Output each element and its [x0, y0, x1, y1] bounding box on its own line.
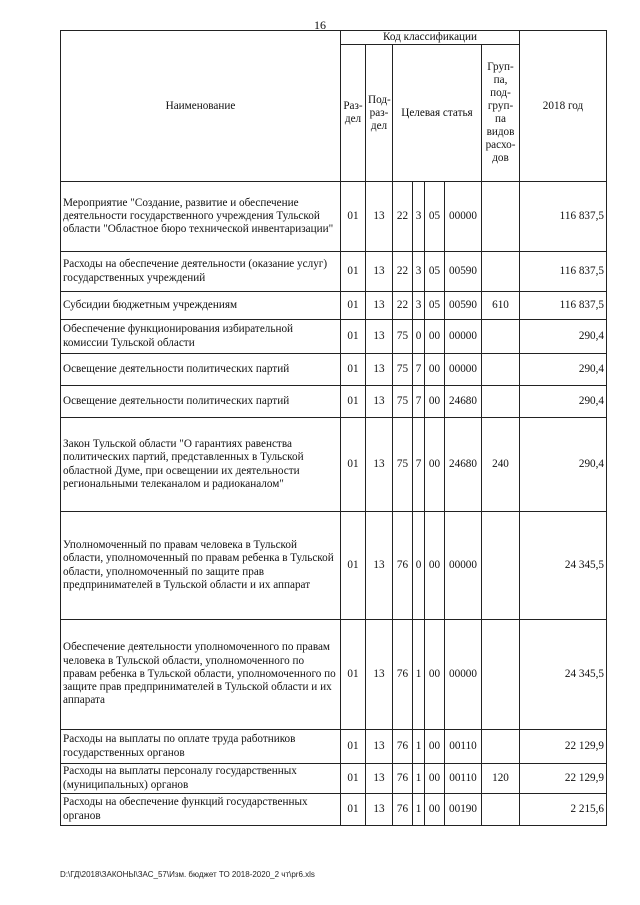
row-target-program: 75 [393, 418, 413, 512]
row-amount: 116 837,5 [520, 292, 607, 320]
row-name: Закон Тульской области "О гарантиях равенства политических партий, представленных в Тульской областной Думе, при освещении их деятельности региональными телеканалом и радиоканалом" [61, 418, 341, 512]
table-row [61, 512, 607, 620]
row-expense-type [482, 620, 520, 730]
row-subsection: 13 [366, 764, 393, 794]
row-target-program: 76 [393, 764, 413, 794]
row-section: 01 [341, 794, 366, 826]
table-body [61, 182, 607, 826]
row-target-direction: 24680 [445, 418, 482, 512]
row-target-direction: 00590 [445, 292, 482, 320]
row-target-direction: 00000 [445, 182, 482, 252]
row-target-program: 76 [393, 794, 413, 826]
row-section: 01 [341, 620, 366, 730]
row-amount: 2 215,6 [520, 794, 607, 826]
row-target-program: 76 [393, 512, 413, 620]
row-target-program: 75 [393, 386, 413, 418]
row-section: 01 [341, 354, 366, 386]
row-target-direction: 24680 [445, 386, 482, 418]
row-target-direction: 00000 [445, 512, 482, 620]
header-target-article: Целевая статья [393, 45, 482, 182]
row-target-subprogram: 1 [413, 620, 425, 730]
header-subsection: Под- раз- дел [366, 45, 393, 182]
row-name: Обеспечение деятельности уполномоченного по правам человека в Тульской области, уполномоченного по правам ребенка в Тульской области, уполномоченного по защите прав предпринимателей в Тульской области и их аппарата [61, 620, 341, 730]
row-target-event: 00 [425, 764, 445, 794]
row-subsection: 13 [366, 354, 393, 386]
row-target-event: 00 [425, 620, 445, 730]
row-expense-type [482, 252, 520, 292]
row-subsection: 13 [366, 794, 393, 826]
row-target-subprogram: 7 [413, 418, 425, 512]
row-target-event: 05 [425, 252, 445, 292]
row-target-event: 00 [425, 320, 445, 354]
row-target-subprogram: 0 [413, 320, 425, 354]
header-section: Раз- дел [341, 45, 366, 182]
row-section: 01 [341, 418, 366, 512]
row-subsection: 13 [366, 320, 393, 354]
row-target-direction: 00110 [445, 764, 482, 794]
row-target-event: 00 [425, 794, 445, 826]
row-section: 01 [341, 292, 366, 320]
row-expense-type: 120 [482, 764, 520, 794]
row-target-program: 76 [393, 730, 413, 764]
row-target-subprogram: 3 [413, 292, 425, 320]
footer-file-path: D:\ГД\2018\ЗАКОНЫ\ЗАС_57\Изм. бюджет ТО 2018-2020_2 чт\pr6.xls [60, 870, 315, 879]
table-row [61, 730, 607, 764]
row-target-program: 75 [393, 320, 413, 354]
row-section: 01 [341, 764, 366, 794]
row-target-subprogram: 0 [413, 512, 425, 620]
table-row [61, 182, 607, 252]
row-subsection: 13 [366, 418, 393, 512]
row-amount: 22 129,9 [520, 764, 607, 794]
row-section: 01 [341, 386, 366, 418]
row-expense-type [482, 354, 520, 386]
row-target-event: 05 [425, 292, 445, 320]
row-subsection: 13 [366, 252, 393, 292]
row-name: Расходы на выплаты по оплате труда работников государственных органов [61, 730, 341, 764]
row-target-program: 75 [393, 354, 413, 386]
row-target-subprogram: 7 [413, 354, 425, 386]
row-target-event: 00 [425, 512, 445, 620]
row-target-program: 22 [393, 182, 413, 252]
table-row [61, 794, 607, 826]
table-row [61, 320, 607, 354]
row-amount: 24 345,5 [520, 620, 607, 730]
row-expense-type [482, 386, 520, 418]
row-subsection: 13 [366, 730, 393, 764]
row-target-event: 00 [425, 730, 445, 764]
row-name: Уполномоченный по правам человека в Тульской области, уполномоченный по правам ребенка в Тульской области, уполномоченный по защите прав предпринимателей в Тульской области и их аппарат [61, 512, 341, 620]
row-section: 01 [341, 512, 366, 620]
row-target-event: 00 [425, 386, 445, 418]
row-target-event: 05 [425, 182, 445, 252]
row-target-subprogram: 1 [413, 794, 425, 826]
row-expense-type [482, 512, 520, 620]
row-subsection: 13 [366, 620, 393, 730]
table-row [61, 252, 607, 292]
row-name: Расходы на обеспечение деятельности (оказание услуг) государственных учреждений [61, 252, 341, 292]
row-expense-type [482, 794, 520, 826]
row-target-program: 22 [393, 292, 413, 320]
row-amount: 290,4 [520, 418, 607, 512]
row-amount: 116 837,5 [520, 252, 607, 292]
row-target-subprogram: 3 [413, 252, 425, 292]
table-row [61, 620, 607, 730]
row-target-subprogram: 7 [413, 386, 425, 418]
row-name: Расходы на обеспечение функций государственных органов [61, 794, 341, 826]
row-target-event: 00 [425, 418, 445, 512]
page-number: 16 [314, 18, 326, 32]
row-subsection: 13 [366, 512, 393, 620]
row-section: 01 [341, 320, 366, 354]
row-expense-type [482, 320, 520, 354]
row-name: Субсидии бюджетным учреждениям [61, 292, 341, 320]
row-amount: 290,4 [520, 354, 607, 386]
row-expense-type: 240 [482, 418, 520, 512]
row-amount: 116 837,5 [520, 182, 607, 252]
row-target-direction: 00000 [445, 354, 482, 386]
row-subsection: 13 [366, 292, 393, 320]
row-subsection: 13 [366, 386, 393, 418]
row-target-direction: 00190 [445, 794, 482, 826]
row-amount: 24 345,5 [520, 512, 607, 620]
row-name: Освещение деятельности политических партий [61, 386, 341, 418]
budget-table [60, 30, 607, 826]
row-expense-type [482, 730, 520, 764]
row-amount: 290,4 [520, 386, 607, 418]
row-target-subprogram: 1 [413, 730, 425, 764]
row-target-direction: 00590 [445, 252, 482, 292]
row-target-direction: 00000 [445, 320, 482, 354]
row-name: Обеспечение функционирования избирательной комиссии Тульской области [61, 320, 341, 354]
header-classification: Код классификации [341, 31, 520, 45]
row-section: 01 [341, 252, 366, 292]
row-name: Мероприятие "Создание, развитие и обеспечение деятельности государственного учреждения Тульской области "Областное бюро технической инвентаризации" [61, 182, 341, 252]
header-name: Наименование [61, 31, 341, 182]
row-name: Освещение деятельности политических партий [61, 354, 341, 386]
row-target-direction: 00000 [445, 620, 482, 730]
table-row [61, 292, 607, 320]
row-target-program: 22 [393, 252, 413, 292]
row-expense-type: 610 [482, 292, 520, 320]
header-expense-group: Груп- па, под- груп- па видов расхо- дов [482, 45, 520, 182]
row-subsection: 13 [366, 182, 393, 252]
row-name: Расходы на выплаты персоналу государственных (муниципальных) органов [61, 764, 341, 794]
table-row [61, 386, 607, 418]
row-target-direction: 00110 [445, 730, 482, 764]
row-target-subprogram: 1 [413, 764, 425, 794]
row-target-event: 00 [425, 354, 445, 386]
row-target-subprogram: 3 [413, 182, 425, 252]
table-row [61, 354, 607, 386]
table-row [61, 764, 607, 794]
row-amount: 22 129,9 [520, 730, 607, 764]
row-target-program: 76 [393, 620, 413, 730]
row-expense-type [482, 182, 520, 252]
row-section: 01 [341, 730, 366, 764]
row-amount: 290,4 [520, 320, 607, 354]
table-row [61, 418, 607, 512]
header-year: 2018 год [520, 31, 607, 182]
row-section: 01 [341, 182, 366, 252]
